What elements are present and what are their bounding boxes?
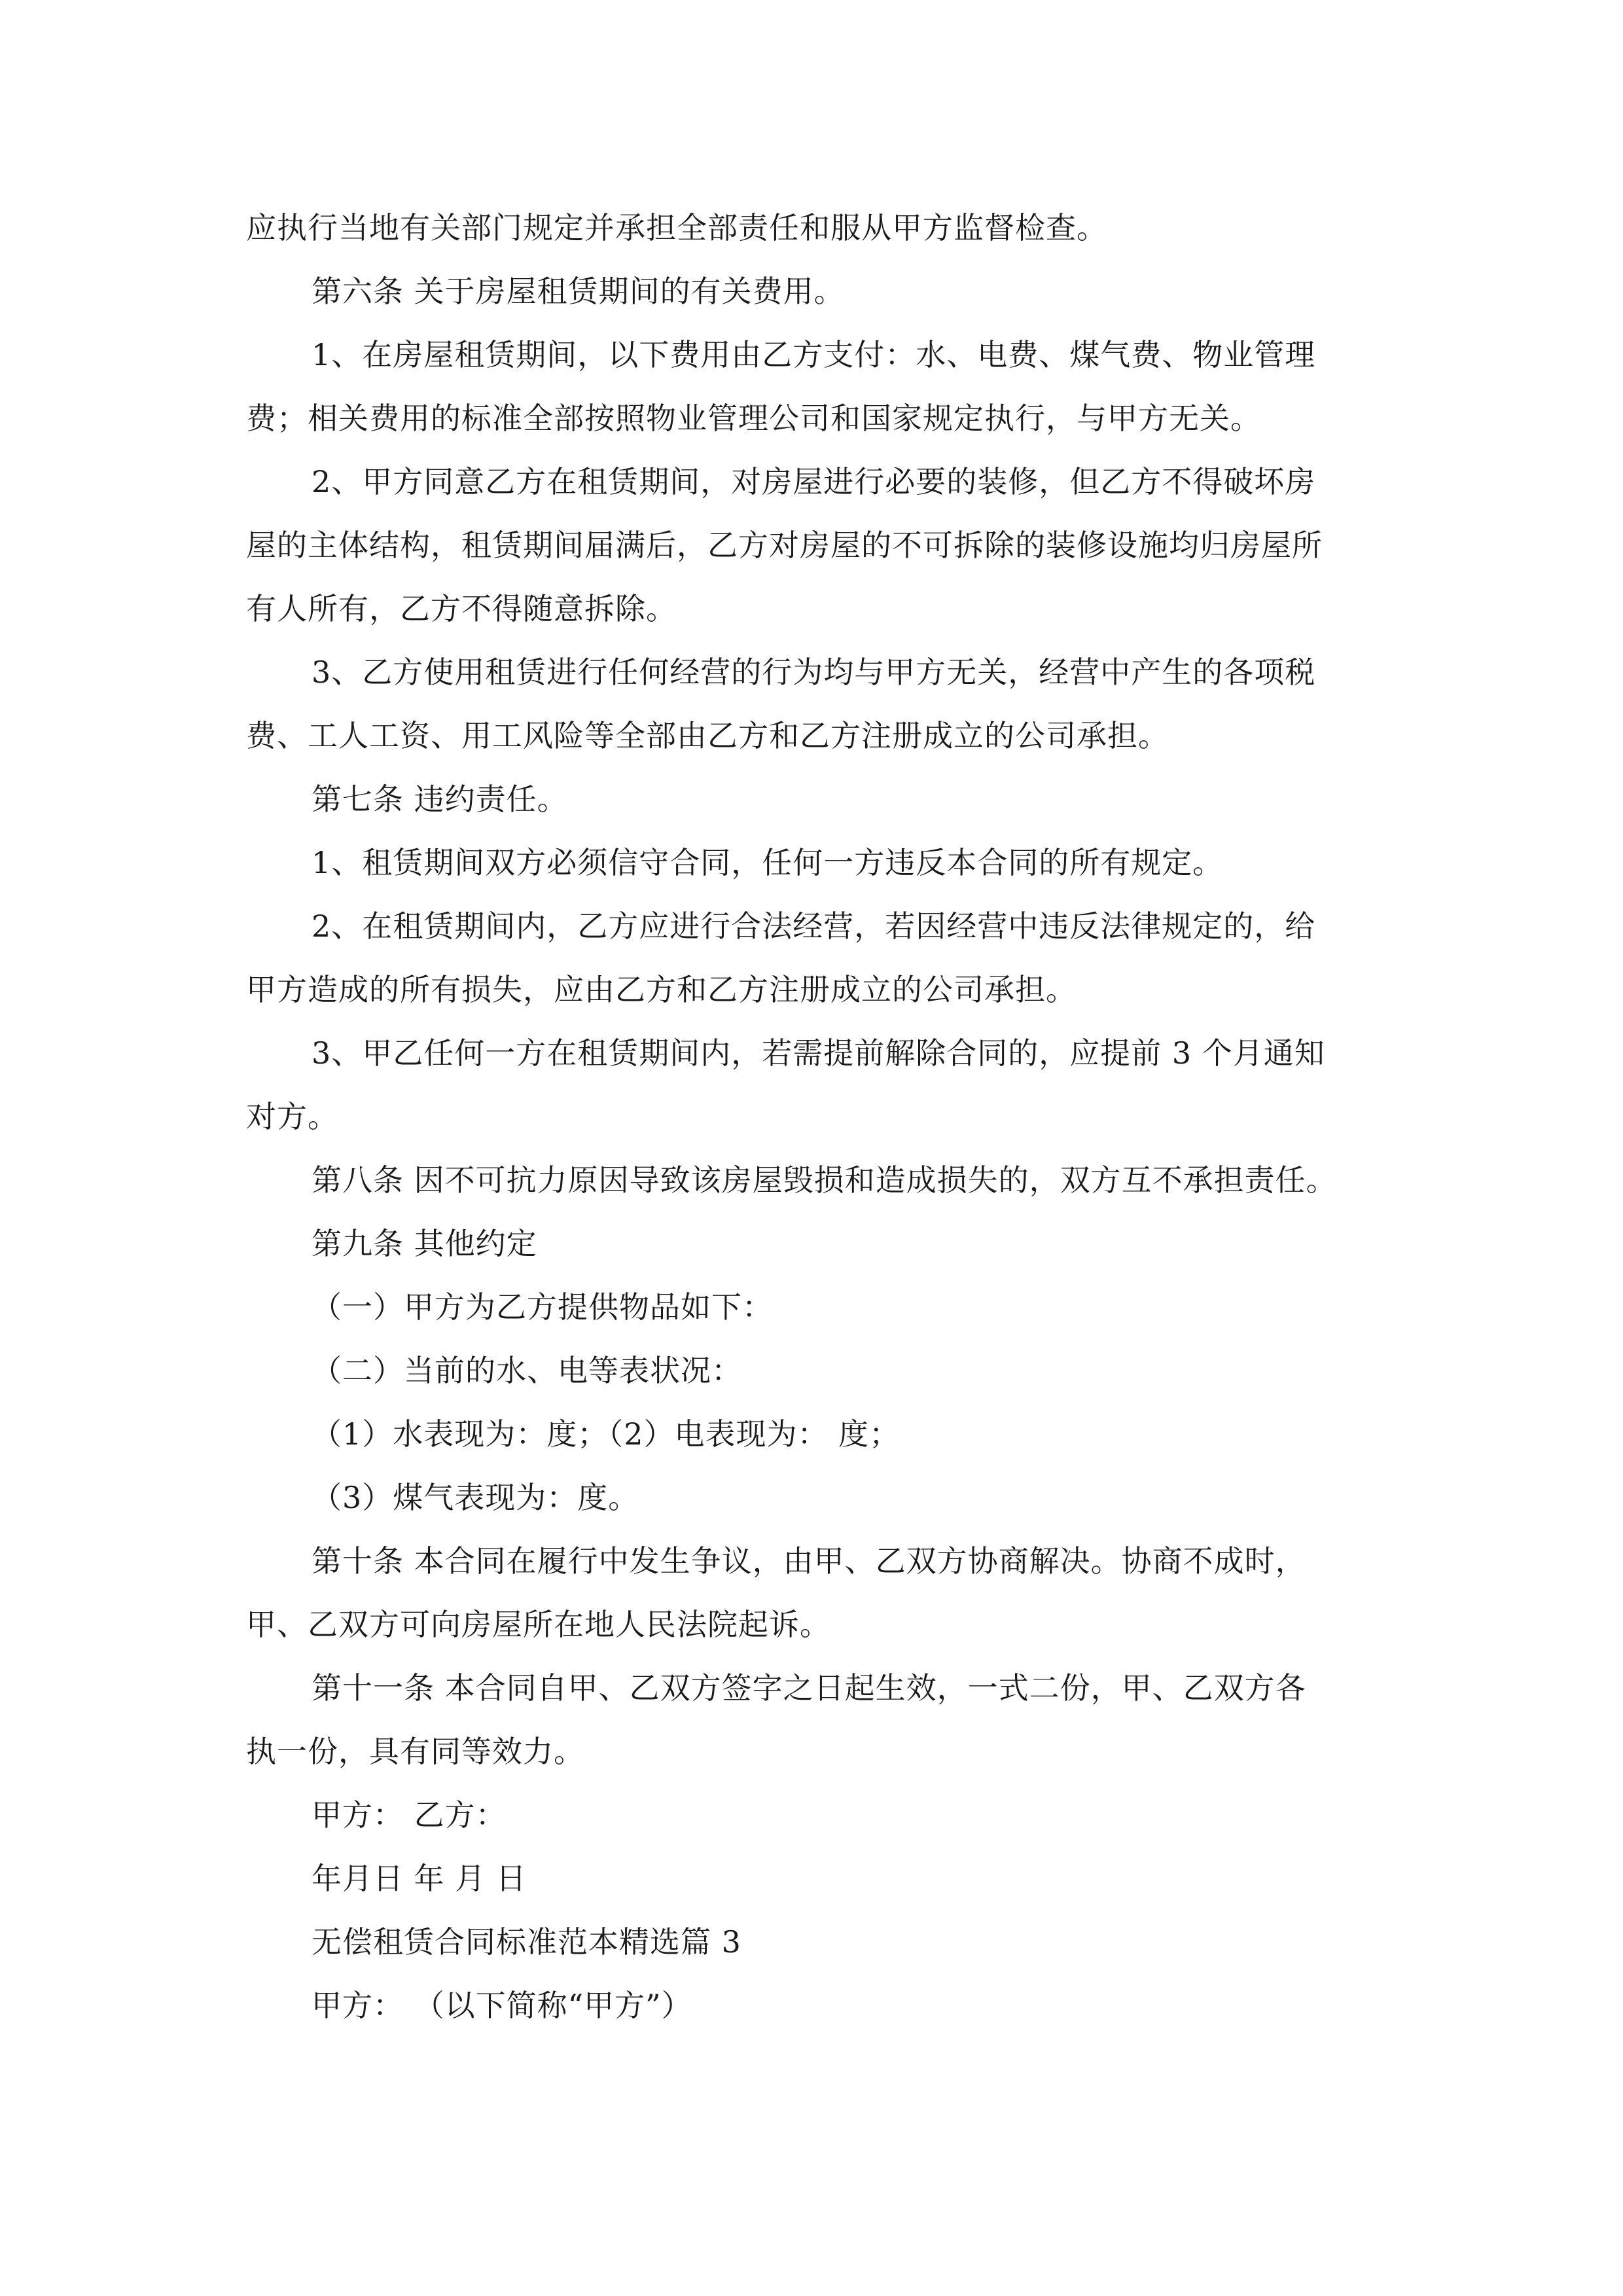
article-11-heading: 第十一条 本合同自甲、乙双方签字之日起生效，一式二份，甲、乙双方各 <box>312 1670 1306 1706</box>
signature-line: 甲方： 乙方： <box>312 1797 507 1833</box>
article-9-heading: 第九条 其他约定 <box>312 1226 537 1261</box>
text-line: （1）水表现为：度；（2）电表现为： 度； <box>312 1416 901 1452</box>
document-body <box>246 196 1398 2037</box>
text-line: 对方。 <box>246 1099 338 1134</box>
article-8-heading: 第八条 因不可抗力原因导致该房屋毁损和造成损失的，双方互不承担责任。 <box>312 1162 1337 1198</box>
text-line: （二）当前的水、电等表状况： <box>312 1353 742 1388</box>
text-line: 3、甲乙任何一方在租赁期间内，若需提前解除合同的，应提前 3 个月通知 <box>312 1035 1325 1071</box>
article-7-heading: 第七条 违约责任。 <box>312 781 568 817</box>
text-line: 有人所有，乙方不得随意拆除。 <box>246 591 677 626</box>
text-line: 1、租赁期间双方必须信守合同，任何一方违反本合同的所有规定。 <box>312 845 1224 880</box>
text-line: 2、甲方同意乙方在租赁期间，对房屋进行必要的装修，但乙方不得破坏房 <box>312 464 1316 499</box>
text-line: （3）煤气表现为：度。 <box>312 1480 639 1515</box>
text-line: （一）甲方为乙方提供物品如下： <box>312 1289 773 1325</box>
text-line: 甲方造成的所有损失，应由乙方和乙方注册成立的公司承担。 <box>246 972 1077 1007</box>
text-line: 2、在租赁期间内，乙方应进行合法经营，若因经营中违反法律规定的，给 <box>312 908 1316 944</box>
text-line: 应执行当地有关部门规定并承担全部责任和服从甲方监督检查。 <box>246 210 1107 245</box>
text-line: 费；相关费用的标准全部按照物业管理公司和国家规定执行，与甲方无关。 <box>246 401 1261 436</box>
text-line: 执一份，具有同等效力。 <box>246 1734 584 1769</box>
text-line: 甲、乙双方可向房屋所在地人民法院起诉。 <box>246 1607 830 1642</box>
text-line: 1、在房屋租赁期间，以下费用由乙方支付：水、电费、煤气费、物业管理 <box>312 337 1316 372</box>
text-line: 3、乙方使用租赁进行任何经营的行为均与甲方无关，经营中产生的各项税 <box>312 655 1316 690</box>
section-title: 无偿租赁合同标准范本精选篇 3 <box>312 1924 741 1960</box>
text-line: 费、工人工资、用工风险等全部由乙方和乙方注册成立的公司承担。 <box>246 718 1169 753</box>
date-line: 年月日 年 月 日 <box>312 1861 527 1896</box>
text-line: 屋的主体结构，租赁期间届满后，乙方对房屋的不可拆除的装修设施均归房屋所 <box>246 528 1323 563</box>
party-a-line: 甲方： （以下简称“甲方”） <box>312 1988 692 2023</box>
article-6-heading: 第六条 关于房屋租赁期间的有关费用。 <box>312 274 845 309</box>
article-10-heading: 第十条 本合同在履行中发生争议，由甲、乙双方协商解决。协商不成时， <box>312 1543 1306 1579</box>
